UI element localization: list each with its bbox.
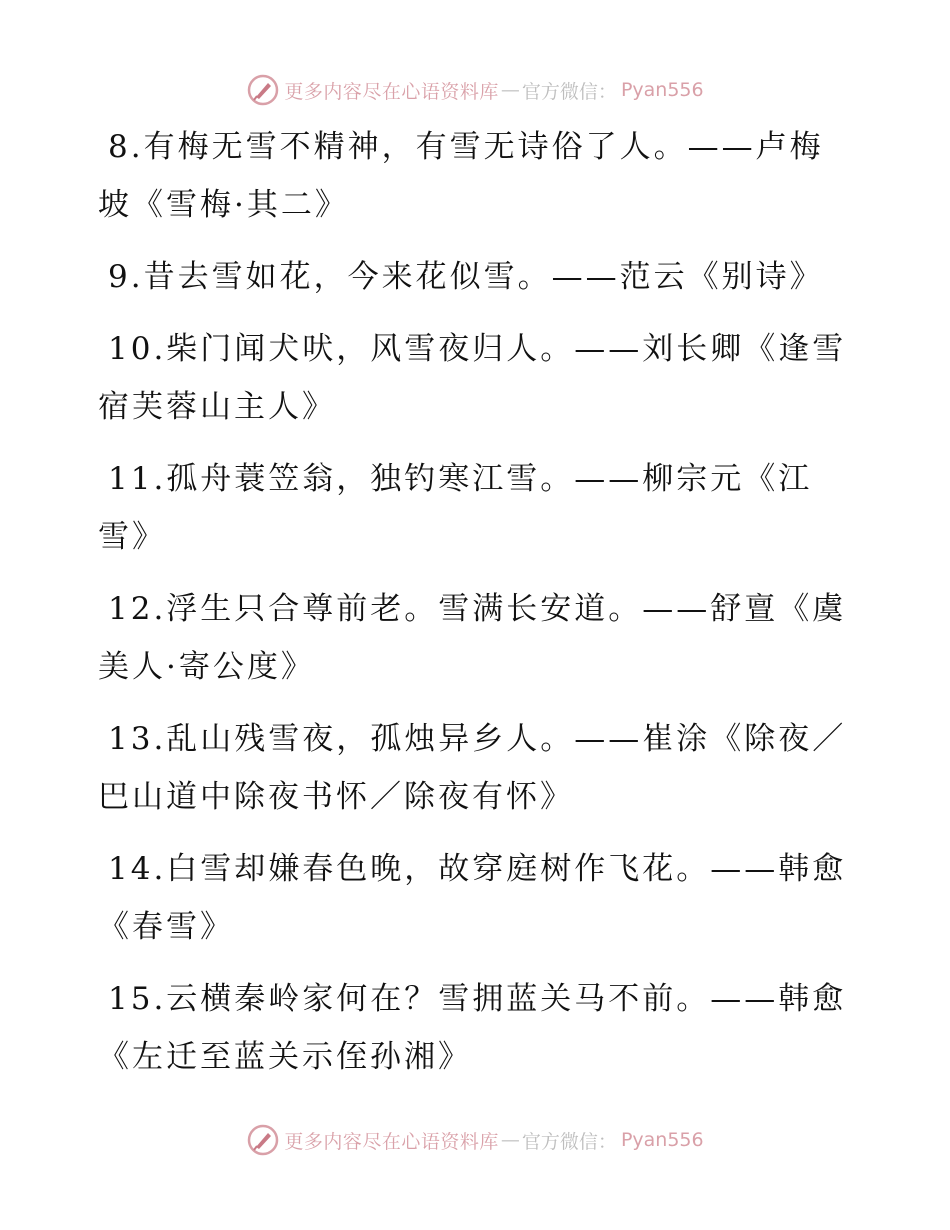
quote-entry-15: 15.云横秦岭家何在？雪拥蓝关马不前。——韩愈《左迁至蓝关示侄孙湘》 — [98, 981, 847, 1075]
footer-watermark — [0, 1120, 950, 1160]
quote-entry-12: 12.浮生只合尊前老。雪满长安道。——舒亶《虞美人·寄公度》 — [98, 591, 847, 685]
watermark-label: 官方微信： — [521, 80, 617, 103]
quote-entry-8: 8.有梅无雪不精神，有雪无诗俗了人。——卢梅坡《雪梅·其二》 — [98, 129, 824, 223]
quote-entry-13: 13.乱山残雪夜，孤烛异乡人。——崔涂《除夜／巴山道中除夜书怀／除夜有怀》 — [98, 721, 847, 815]
watermark-wechat-id: Pyan556 — [620, 1129, 704, 1151]
quote-entry-9: 9.昔去雪如花，今来花似雪。——范云《别诗》 — [108, 259, 824, 295]
watermark-label: 官方微信： — [521, 1130, 617, 1153]
header-watermark — [0, 70, 950, 110]
quote-entry-11: 11.孤舟蓑笠翁，独钓寒江雪。——柳宗元《江雪》 — [98, 461, 813, 555]
watermark-separator: — — [500, 1129, 520, 1151]
poem-quote-list — [98, 118, 848, 1100]
watermark-main-text: 更多内容尽在心语资料库 — [284, 1130, 499, 1153]
quote-entry-14: 14.白雪却嫌春色晚，故穿庭树作飞花。——韩愈《春雪》 — [98, 851, 847, 945]
watermark-separator: — — [500, 79, 520, 101]
watermark-wechat-id: Pyan556 — [620, 79, 704, 101]
watermark-main-text: 更多内容尽在心语资料库 — [284, 80, 499, 103]
quill-logo-icon — [246, 1123, 280, 1157]
quill-logo-icon — [246, 73, 280, 107]
quote-entry-10: 10.柴门闻犬吠，风雪夜归人。——刘长卿《逢雪宿芙蓉山主人》 — [98, 331, 847, 425]
